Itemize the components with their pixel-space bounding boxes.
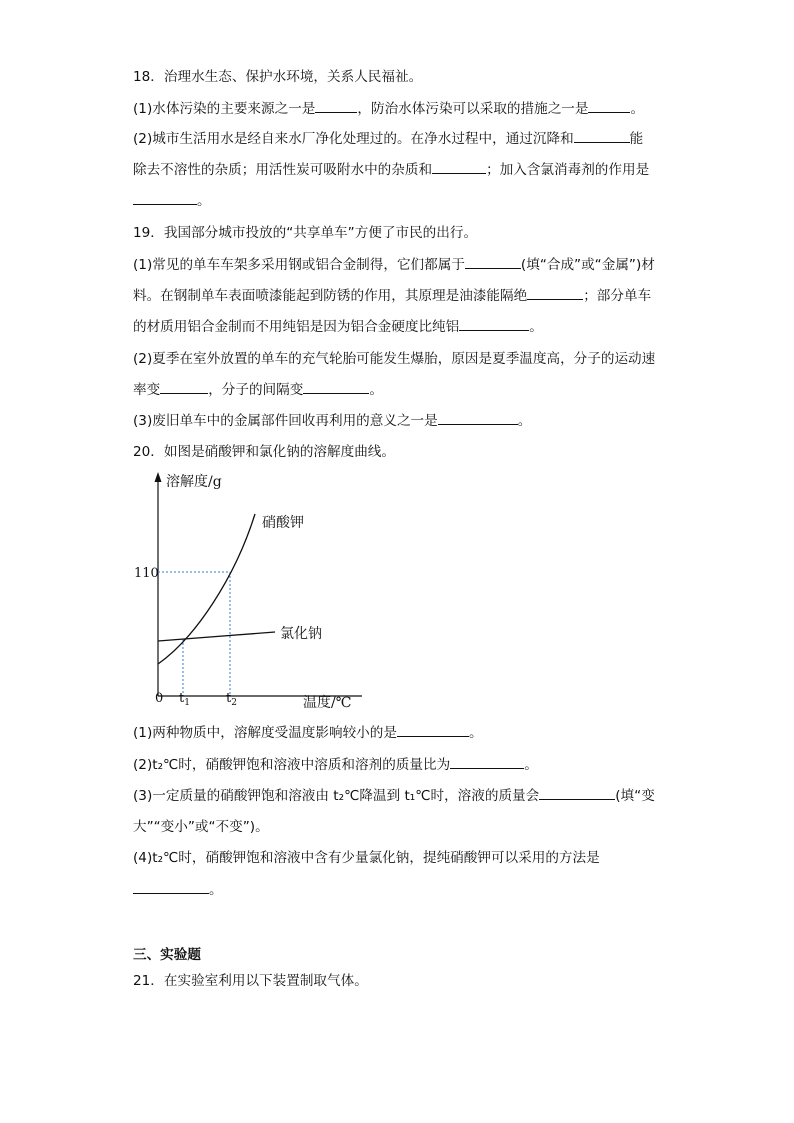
answer-blank[interactable] — [527, 287, 583, 300]
answer-blank[interactable] — [133, 881, 209, 894]
answer-blank[interactable] — [459, 318, 529, 331]
solubility-chart — [134, 468, 380, 718]
q20-part2: (2)t₂℃时，硝酸钾饱和溶液中溶质和溶剂的质量比为 。 — [133, 757, 538, 773]
answer-blank[interactable] — [303, 381, 369, 394]
q18-stem: 18．治理水生态、保护水环境，关系人民福祉。 — [133, 69, 423, 85]
answer-blank[interactable] — [315, 100, 357, 113]
nacl-line — [158, 632, 275, 641]
answer-blank[interactable] — [160, 381, 208, 394]
y-axis-arrow — [155, 472, 162, 482]
q19-part1-line3: 的材质用铝合金制而不用纯铝是因为铝合金硬度比纯铝 。 — [133, 319, 543, 335]
series-label-nacl: 氯化钠 — [280, 626, 322, 642]
y-axis-label: 溶解度/g — [166, 474, 222, 490]
q20-part3-line1: (3)一定质量的硝酸钾饱和溶液由 t₂℃降温到 t₁℃时，溶液的质量会 (填“变 — [133, 788, 655, 804]
q19-part1-line2: 料。在钢制单车表面喷漆能起到防锈的作用，其原理是油漆能隔绝 ；部分单车 — [133, 288, 652, 304]
q19-part3: (3)废旧单车中的金属部件回收再利用的意义之一是 。 — [133, 413, 532, 429]
answer-blank[interactable] — [450, 756, 524, 769]
q19-part2-line2: 率变 ，分子的间隔变 。 — [133, 382, 383, 398]
answer-blank[interactable] — [574, 130, 630, 143]
q18-part2-line3: 。 — [133, 192, 211, 210]
q19-stem: 19．我国部分城市投放的“共享单车”方便了市民的出行。 — [133, 225, 478, 241]
q21-stem: 21．在实验室利用以下装置制取气体。 — [133, 973, 368, 989]
answer-blank[interactable] — [465, 256, 521, 269]
q20-part4-line1: (4)t₂℃时，硝酸钾饱和溶液中含有少量氯化钠，提纯硝酸钾可以采用的方法是 — [133, 850, 600, 866]
q20-stem: 20．如图是硝酸钾和氯化钠的溶解度曲线。 — [133, 444, 395, 460]
answer-blank[interactable] — [133, 192, 197, 205]
answer-blank[interactable] — [432, 161, 486, 174]
q18-part1: (1)水体污染的主要来源之一是 ，防治水体污染可以采取的措施之一是 。 — [133, 101, 645, 117]
tick-label-t1: $t_1$ — [179, 691, 190, 708]
tick-label-t2: $t_2$ — [226, 691, 237, 708]
answer-blank[interactable] — [438, 412, 518, 425]
answer-blank[interactable] — [588, 100, 630, 113]
q18-part2-line2: 除去不溶性的杂质；用活性炭可吸附水中的杂质和 ；加入含氯消毒剂的作用是 — [133, 162, 650, 178]
q20-part1: (1)两种物质中，溶解度受温度影响较小的是 。 — [133, 725, 483, 741]
answer-blank[interactable] — [397, 724, 469, 737]
q20-part4-line2: 。 — [133, 881, 223, 899]
q20-part3-line2: 大”“变小”或“不变”)。 — [133, 819, 269, 835]
answer-blank[interactable] — [539, 787, 615, 800]
origin-label: 0 — [155, 691, 164, 706]
series-label-kno3: 硝酸钾 — [262, 515, 304, 531]
q18-part2-line1: (2)城市生活用水是经自来水厂净化处理过的。在净水过程中，通过沉降和 能 — [133, 131, 644, 147]
section-heading: 三、实验题 — [133, 947, 201, 963]
kno3-curve — [158, 514, 255, 664]
q19-part1-line1: (1)常见的单车车架多采用钢或铝合金制得，它们都属于 (填“合成”或“金属”)材 — [133, 257, 655, 273]
tick-label-110: 110 — [134, 566, 159, 581]
x-axis-label: 温度/℃ — [303, 695, 352, 711]
q19-part2-line1: (2)夏季在室外放置的单车的充气轮胎可能发生爆胎，原因是夏季温度高，分子的运动速 — [133, 351, 656, 367]
